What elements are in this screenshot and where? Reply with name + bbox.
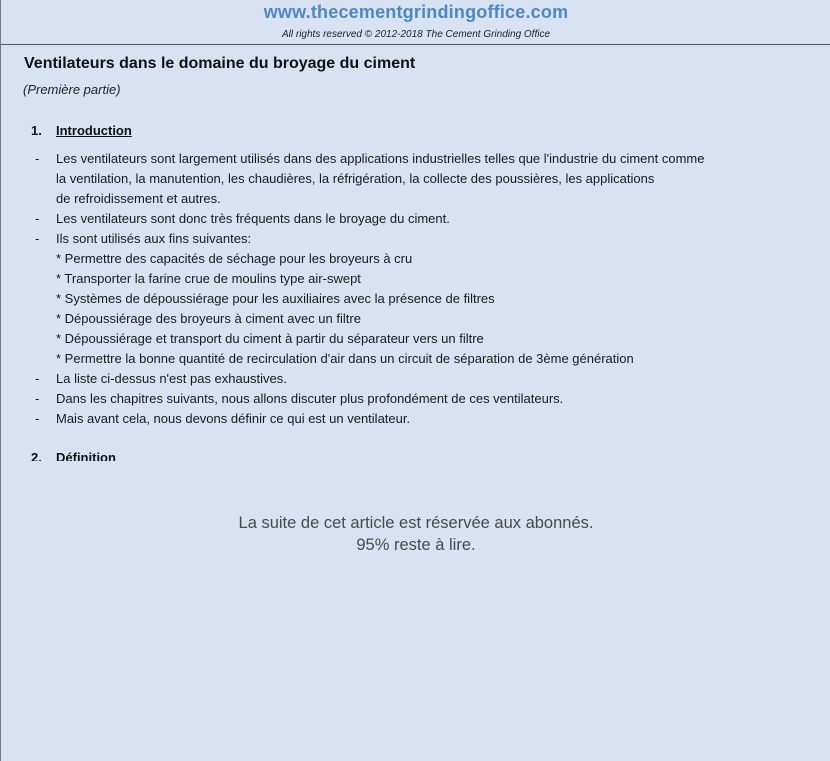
list-item: * Dépoussiérage des broyeurs à ciment avec un filtre: [56, 311, 361, 326]
bullet-dash: -: [35, 211, 40, 226]
paywall-notice: [1, 512, 830, 556]
body-line: Les ventilateurs sont largement utilisés dans des applications industrielles telles que l'industrie du ciment comme: [56, 151, 705, 166]
list-item: * Transporter la farine crue de moulins type air-swept: [56, 271, 361, 286]
body-line: La liste ci-dessus n'est pas exhaustives.: [56, 371, 287, 386]
bullet-dash: -: [35, 231, 40, 246]
list-item: * Systèmes de dépoussiérage pour les auxiliaires avec la présence de filtres: [56, 291, 495, 306]
bullet-dash: -: [35, 151, 40, 166]
site-url-link[interactable]: www.thecementgrindingoffice.com: [263, 2, 569, 22]
body-line: de refroidissement et autres.: [56, 191, 221, 206]
body-line: Dans les chapitres suivants, nous allons discuter plus profondément de ces ventilateurs.: [56, 391, 564, 406]
list-item: * Dépoussiérage et transport du ciment à partir du séparateur vers un filtre: [56, 331, 484, 346]
article-title: Ventilateurs dans le domaine du broyage du ciment: [24, 55, 416, 72]
article-subtitle: (Première partie): [23, 82, 121, 97]
section-label: Introduction: [56, 123, 132, 138]
bullet-dash: -: [35, 411, 40, 426]
section-heading-definition: [31, 450, 116, 461]
paywall-remaining: 95% reste à lire.: [356, 536, 476, 554]
section-number: 1.: [31, 123, 42, 138]
copyright-notice: All rights reserved © 2012-2018 The Cement Grinding Office: [281, 29, 551, 40]
body-line: Mais avant cela, nous devons définir ce qui est un ventilateur.: [56, 411, 411, 426]
paywall-message: La suite de cet article est réservée aux abonnés.: [238, 514, 594, 532]
body-line: Les ventilateurs sont donc très fréquents dans le broyage du ciment.: [56, 211, 450, 226]
section-heading-introduction: [31, 123, 132, 138]
body-line: la ventilation, la manutention, les chaudières, la réfrigération, la collecte des poussières, les applications: [56, 171, 655, 186]
bullet-dash: -: [35, 391, 40, 406]
section-label: Définition: [56, 450, 116, 461]
page-header: [1, 0, 830, 45]
list-item: * Permettre des capacités de séchage pour les broyeurs à cru: [56, 251, 413, 266]
list-item: * Permettre la bonne quantité de recirculation d'air dans un circuit de séparation de 3ème génération: [56, 351, 634, 366]
section-number: 2.: [31, 450, 42, 461]
bullet-dash: -: [35, 371, 40, 386]
body-line: Ils sont utilisés aux fins suivantes:: [56, 231, 252, 246]
